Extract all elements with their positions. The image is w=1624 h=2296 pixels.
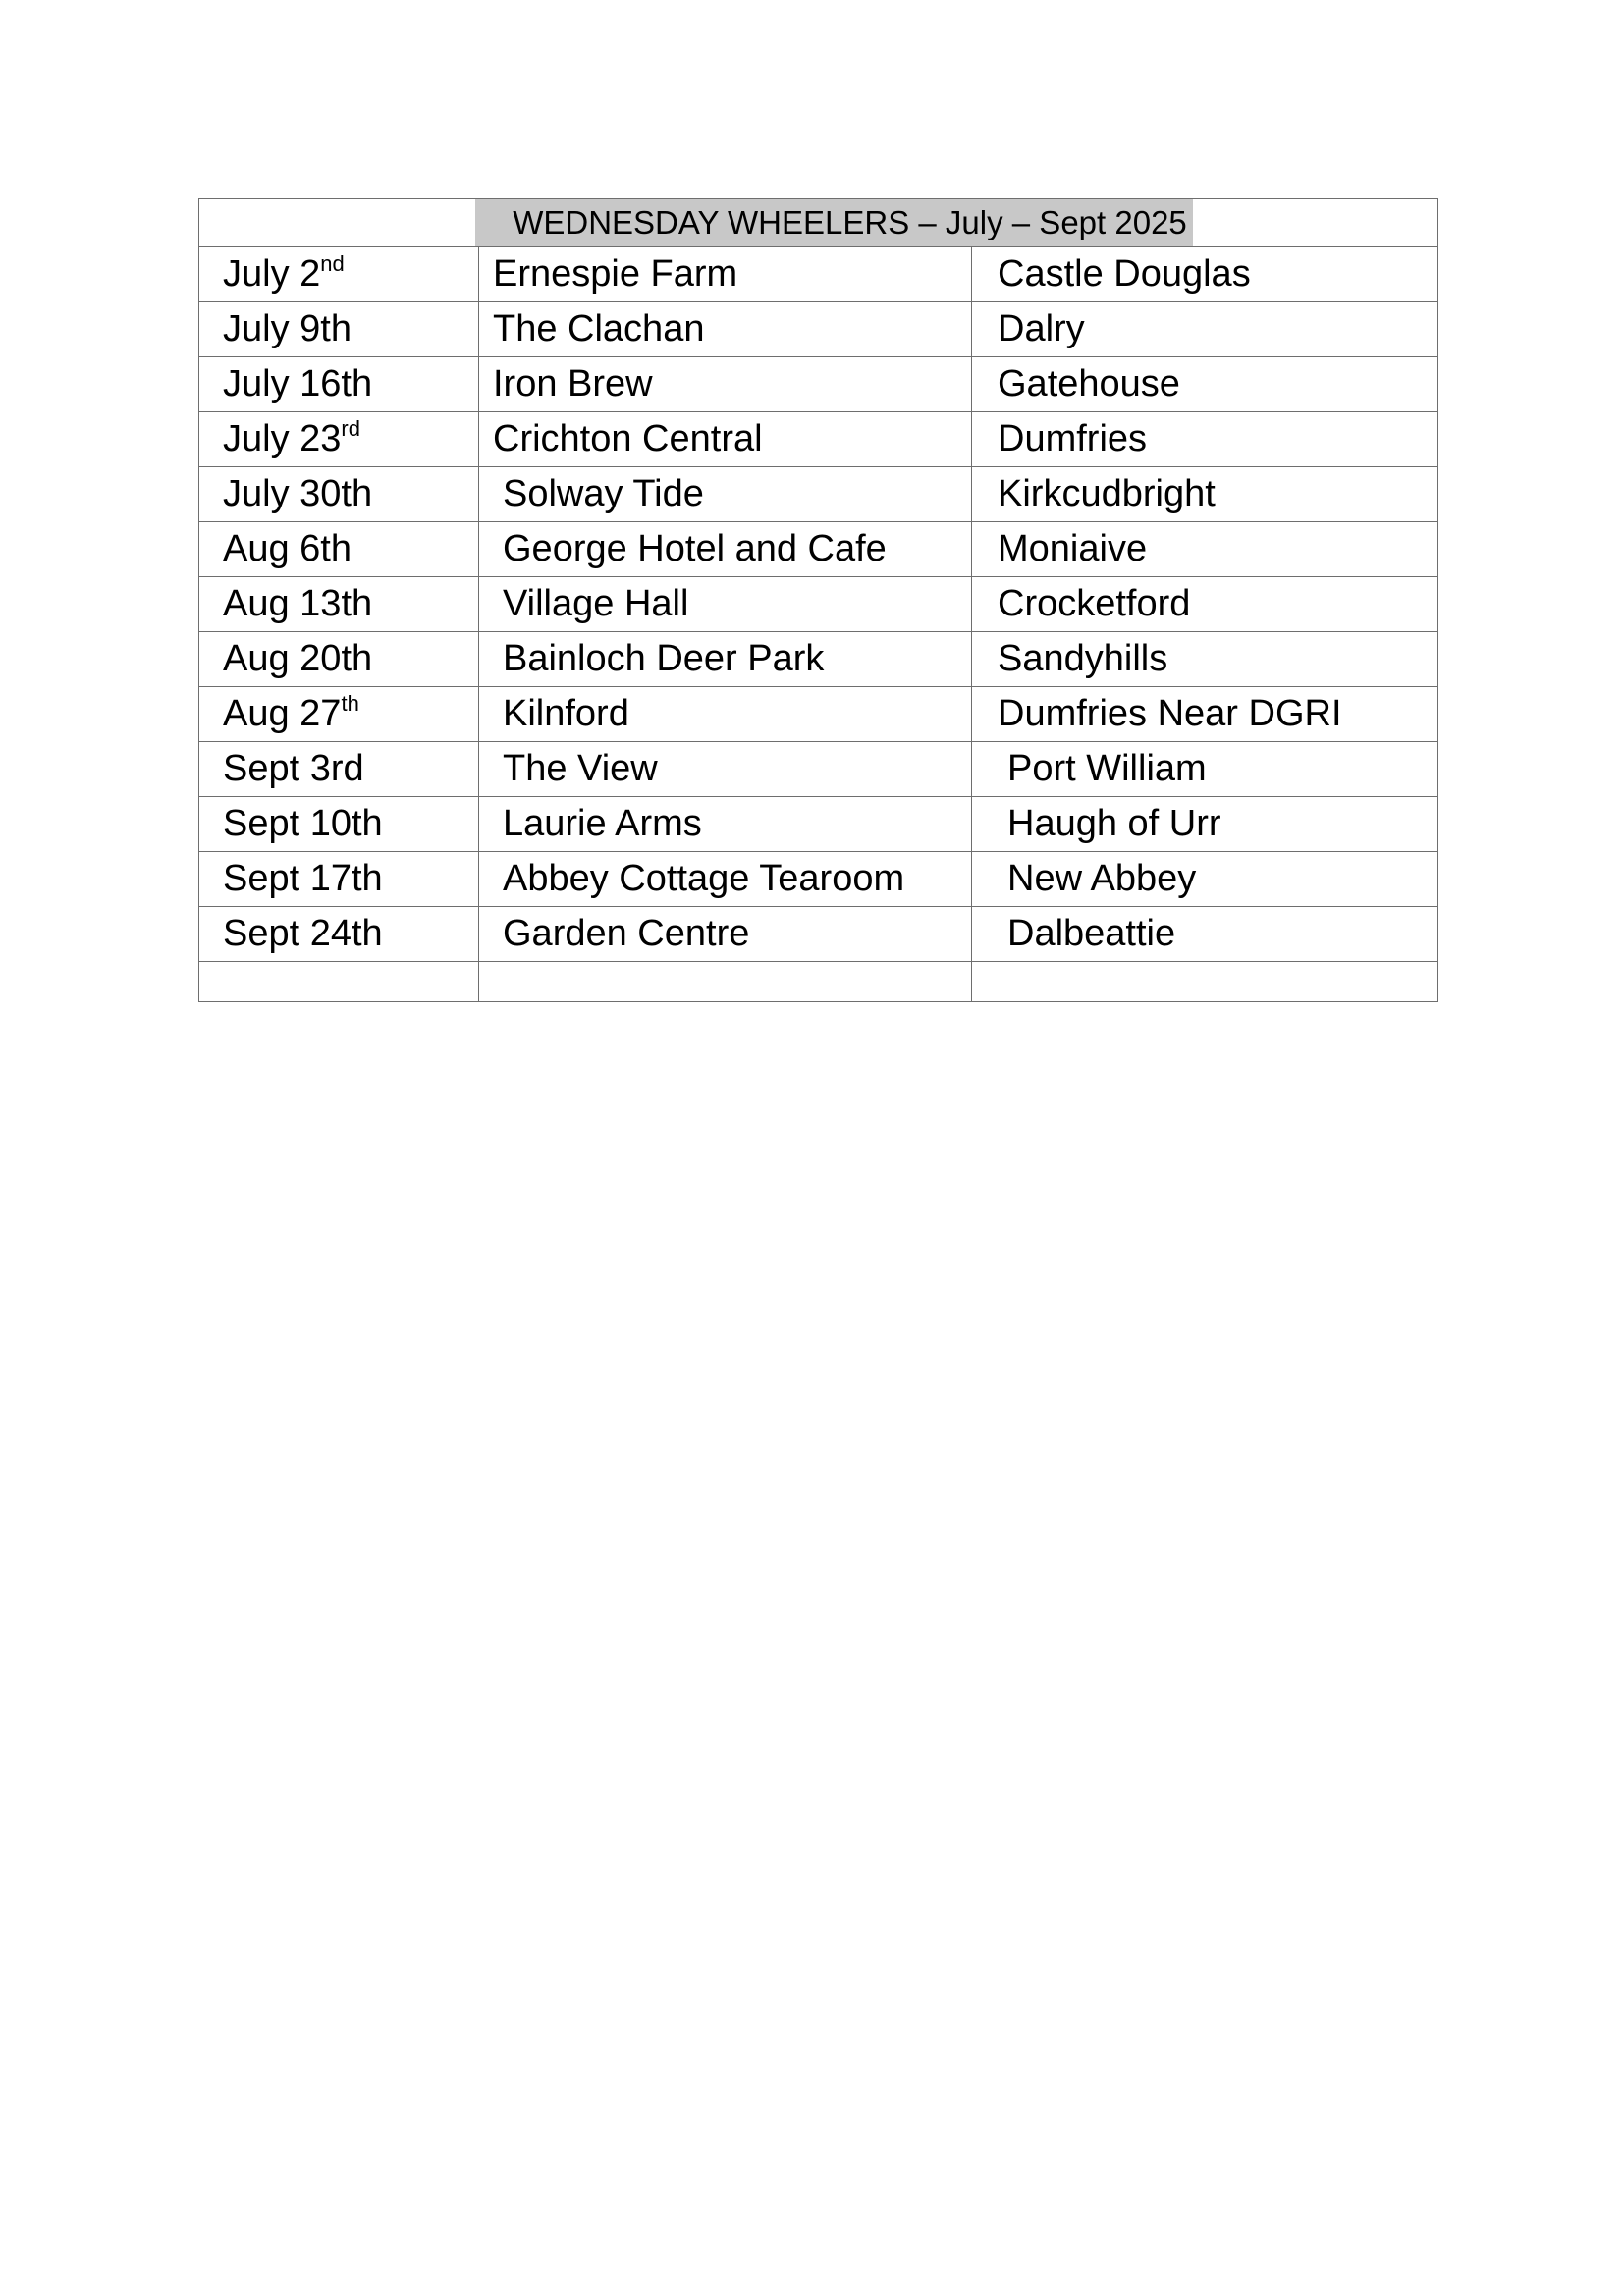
town-cell: Dumfries xyxy=(972,412,1438,467)
table-row xyxy=(199,687,1438,742)
town-cell: Crocketford xyxy=(972,577,1438,632)
town-cell: Port William xyxy=(972,742,1438,797)
table-row xyxy=(199,852,1438,907)
town-cell: New Abbey xyxy=(972,852,1438,907)
date-text: July 9th xyxy=(223,308,352,349)
venue-cell: Iron Brew xyxy=(479,357,972,412)
date-text: Sept 24th xyxy=(223,913,383,954)
town-cell: Moniaive xyxy=(972,522,1438,577)
date-text: Sept 3rd xyxy=(223,748,364,789)
title-row xyxy=(199,199,1438,247)
empty-cell xyxy=(199,962,479,1002)
town-cell: Kirkcudbright xyxy=(972,467,1438,522)
date-cell xyxy=(199,742,479,797)
date-cell xyxy=(199,852,479,907)
date-text: July 16th xyxy=(223,363,373,404)
venue-cell: Solway Tide xyxy=(479,467,972,522)
date-cell xyxy=(199,907,479,962)
table-row xyxy=(199,467,1438,522)
table-row xyxy=(199,522,1438,577)
table-row xyxy=(199,247,1438,302)
date-text: Aug 13th xyxy=(223,583,373,624)
empty-cell xyxy=(479,962,972,1002)
table-row xyxy=(199,907,1438,962)
venue-cell: Garden Centre xyxy=(479,907,972,962)
town-cell: Dalbeattie xyxy=(972,907,1438,962)
date-text: Aug 27 xyxy=(223,693,342,734)
ordinal-suffix: rd xyxy=(341,416,360,441)
town-cell: Dumfries Near DGRI xyxy=(972,687,1438,742)
venue-cell: Kilnford xyxy=(479,687,972,742)
date-cell xyxy=(199,522,479,577)
venue-cell: Crichton Central xyxy=(479,412,972,467)
date-cell xyxy=(199,632,479,687)
schedule-title: WEDNESDAY WHEELERS – July – Sept 2025 xyxy=(475,199,1193,246)
ordinal-suffix: th xyxy=(341,691,359,716)
date-cell xyxy=(199,412,479,467)
town-cell: Dalry xyxy=(972,302,1438,357)
venue-cell: Village Hall xyxy=(479,577,972,632)
table-row xyxy=(199,577,1438,632)
date-cell xyxy=(199,467,479,522)
date-cell xyxy=(199,357,479,412)
title-cell xyxy=(199,199,1438,247)
venue-cell: The Clachan xyxy=(479,302,972,357)
date-text: July 23 xyxy=(223,418,342,459)
date-text: July 2 xyxy=(223,253,321,294)
date-text: Sept 10th xyxy=(223,803,383,844)
date-cell xyxy=(199,302,479,357)
date-text: Sept 17th xyxy=(223,858,383,899)
table-row xyxy=(199,302,1438,357)
date-cell xyxy=(199,797,479,852)
empty-row xyxy=(199,962,1438,1002)
table-row xyxy=(199,632,1438,687)
schedule-table xyxy=(198,198,1438,1002)
empty-cell xyxy=(972,962,1438,1002)
venue-cell: Laurie Arms xyxy=(479,797,972,852)
table-row xyxy=(199,357,1438,412)
date-text: Aug 6th xyxy=(223,528,352,569)
date-cell xyxy=(199,577,479,632)
venue-cell: Ernespie Farm xyxy=(479,247,972,302)
date-text: Aug 20th xyxy=(223,638,373,679)
table-row xyxy=(199,742,1438,797)
date-cell xyxy=(199,247,479,302)
town-cell: Gatehouse xyxy=(972,357,1438,412)
date-text: July 30th xyxy=(223,473,373,514)
town-cell: Castle Douglas xyxy=(972,247,1438,302)
venue-cell: George Hotel and Cafe xyxy=(479,522,972,577)
date-cell xyxy=(199,687,479,742)
venue-cell: The View xyxy=(479,742,972,797)
table-row xyxy=(199,797,1438,852)
town-cell: Sandyhills xyxy=(972,632,1438,687)
ordinal-suffix: nd xyxy=(320,251,345,276)
town-cell: Haugh of Urr xyxy=(972,797,1438,852)
venue-cell: Bainloch Deer Park xyxy=(479,632,972,687)
table-row xyxy=(199,412,1438,467)
venue-cell: Abbey Cottage Tearoom xyxy=(479,852,972,907)
